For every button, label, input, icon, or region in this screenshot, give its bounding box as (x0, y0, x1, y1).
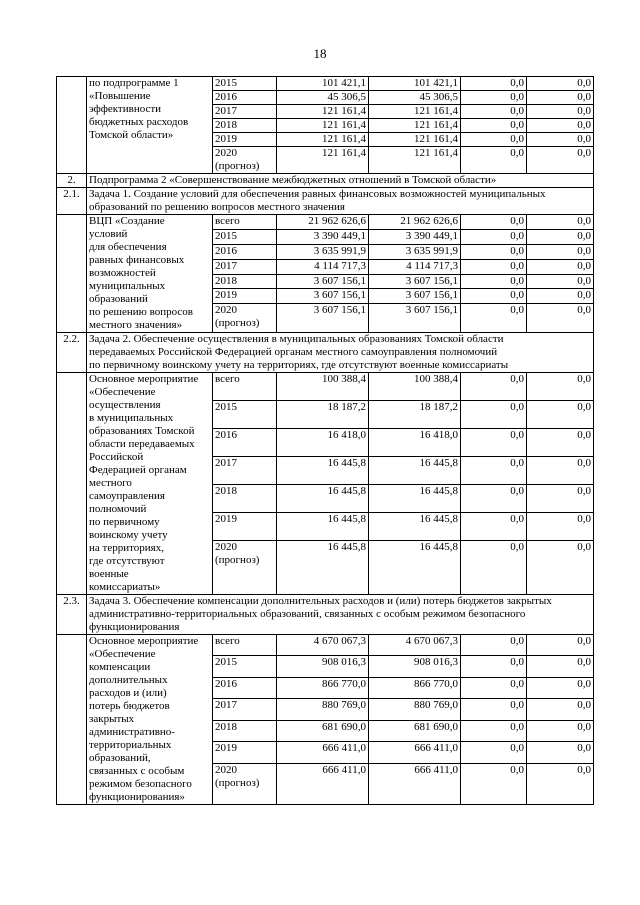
regional-budget-value: 880 769,0 (369, 699, 461, 720)
federal-budget-value: 0,0 (461, 699, 527, 720)
other-sources-value: 0,0 (527, 133, 594, 147)
measure-name-line: компенсации (89, 661, 151, 673)
total-value: 16 445,8 (277, 541, 369, 595)
other-sources-value: 0,0 (527, 373, 594, 401)
federal-budget-value: 0,0 (461, 513, 527, 541)
table-row (57, 77, 594, 91)
measure-name-line: по подпрограмме 1 (89, 77, 179, 89)
section-number: 2.1. (57, 188, 87, 215)
measure-name-line: дополнительных (89, 674, 168, 686)
federal-budget-value: 0,0 (461, 304, 527, 333)
year-cell (213, 457, 277, 485)
section-heading-row (57, 174, 594, 188)
table-row (57, 373, 594, 401)
total-value: 666 411,0 (277, 763, 369, 804)
year-cell (213, 105, 277, 119)
year-cell (213, 656, 277, 677)
number-cell (57, 635, 87, 805)
other-sources-value: 0,0 (527, 513, 594, 541)
regional-budget-value: 101 421,1 (369, 77, 461, 91)
total-value: 681 690,0 (277, 720, 369, 741)
year-cell (213, 119, 277, 133)
federal-budget-value: 0,0 (461, 215, 527, 230)
year-label: 2018 (215, 274, 237, 287)
regional-budget-value: 16 445,8 (369, 541, 461, 595)
year-label: 2017 (215, 457, 237, 469)
year-cell (213, 215, 277, 230)
year-cell (213, 289, 277, 304)
measure-name-line: области передаваемых (89, 438, 195, 450)
year-note: (прогноз) (215, 776, 260, 789)
measure-name-line: по решению вопросов (89, 306, 193, 318)
year-cell (213, 513, 277, 541)
measure-name-line: режимом безопасного (89, 778, 192, 790)
federal-budget-value: 0,0 (461, 635, 527, 656)
section-number: 2.3. (57, 595, 87, 635)
year-label: 2020 (215, 763, 237, 776)
year-label: всего (215, 215, 240, 227)
measure-name-line: потерь бюджетов (89, 700, 170, 712)
year-label: всего (215, 635, 240, 647)
total-value: 3 635 991,9 (277, 244, 369, 259)
section-heading-row (57, 188, 594, 215)
other-sources-value: 0,0 (527, 763, 594, 804)
other-sources-value: 0,0 (527, 304, 594, 333)
measure-name (87, 77, 213, 174)
year-note: (прогноз) (215, 554, 260, 566)
other-sources-value: 0,0 (527, 105, 594, 119)
federal-budget-value: 0,0 (461, 244, 527, 259)
other-sources-value: 0,0 (527, 720, 594, 741)
other-sources-value: 0,0 (527, 91, 594, 105)
other-sources-value: 0,0 (527, 401, 594, 429)
table-row (57, 215, 594, 230)
measure-name-line: где отсутствуют (89, 555, 165, 567)
other-sources-value: 0,0 (527, 429, 594, 457)
budget-table (56, 76, 594, 805)
measure-name-line: по первичному (89, 516, 160, 528)
other-sources-value: 0,0 (527, 656, 594, 677)
federal-budget-value: 0,0 (461, 289, 527, 304)
year-cell (213, 763, 277, 804)
measure-name-line: осуществления (89, 399, 161, 411)
year-cell (213, 77, 277, 91)
regional-budget-value: 4 114 717,3 (369, 259, 461, 274)
regional-budget-value: 3 607 156,1 (369, 304, 461, 333)
year-label: всего (215, 373, 240, 385)
measure-name-line: Российской (89, 451, 144, 463)
federal-budget-value: 0,0 (461, 77, 527, 91)
year-cell (213, 229, 277, 244)
measure-name-line: Основное мероприятие (89, 373, 199, 385)
section-title-line: Задача 3. Обеспечение компенсации дополнительных расходов и (или) потерь бюджетов закрытых (89, 595, 552, 607)
budget-table-body (57, 77, 594, 805)
other-sources-value: 0,0 (527, 677, 594, 698)
federal-budget-value: 0,0 (461, 259, 527, 274)
total-value: 16 445,8 (277, 457, 369, 485)
measure-name-line: военные (89, 568, 129, 580)
federal-budget-value: 0,0 (461, 457, 527, 485)
total-value: 908 016,3 (277, 656, 369, 677)
year-cell (213, 259, 277, 274)
federal-budget-value: 0,0 (461, 91, 527, 105)
regional-budget-value: 666 411,0 (369, 763, 461, 804)
measure-name (87, 373, 213, 595)
measure-name-line: местного (89, 477, 132, 489)
federal-budget-value: 0,0 (461, 720, 527, 741)
federal-budget-value: 0,0 (461, 656, 527, 677)
total-value: 3 607 156,1 (277, 274, 369, 289)
measure-name (87, 215, 213, 333)
year-note: (прогноз) (215, 160, 260, 172)
total-value: 3 390 449,1 (277, 229, 369, 244)
section-heading-row (57, 595, 594, 635)
other-sources-value: 0,0 (527, 699, 594, 720)
other-sources-value: 0,0 (527, 77, 594, 91)
regional-budget-value: 16 445,8 (369, 457, 461, 485)
total-value: 4 670 067,3 (277, 635, 369, 656)
year-cell (213, 720, 277, 741)
year-label: 2019 (215, 513, 237, 525)
section-title-line: административно-территориальных образований, связанных с особым режимом безопасного (89, 608, 526, 620)
federal-budget-value: 0,0 (461, 105, 527, 119)
section-title-line: по первичному воинскому учету на территориях, где отсутствуют военные комиссариаты (89, 359, 509, 371)
regional-budget-value: 866 770,0 (369, 677, 461, 698)
measure-name-line: комиссариаты» (89, 581, 161, 593)
year-label: 2015 (215, 229, 237, 242)
total-value: 21 962 626,6 (277, 215, 369, 230)
regional-budget-value: 3 607 156,1 (369, 274, 461, 289)
measure-name-line: полномочий (89, 503, 147, 515)
year-label: 2019 (215, 289, 237, 302)
year-cell (213, 401, 277, 429)
regional-budget-value: 121 161,4 (369, 119, 461, 133)
year-cell (213, 244, 277, 259)
regional-budget-value: 681 690,0 (369, 720, 461, 741)
federal-budget-value: 0,0 (461, 133, 527, 147)
regional-budget-value: 16 445,8 (369, 485, 461, 513)
year-cell (213, 635, 277, 656)
year-cell (213, 742, 277, 763)
measure-name-line: закрытых (89, 713, 135, 725)
year-label: 2018 (215, 485, 237, 497)
measure-name-line: административно- (89, 726, 175, 738)
year-label: 2017 (215, 699, 237, 712)
measure-name (87, 635, 213, 805)
total-value: 3 607 156,1 (277, 304, 369, 333)
federal-budget-value: 0,0 (461, 742, 527, 763)
section-title-line: образований по решению вопросов местного значения (89, 201, 345, 213)
measure-name-line: самоуправления (89, 490, 165, 502)
year-label: 2017 (215, 105, 237, 117)
federal-budget-value: 0,0 (461, 429, 527, 457)
total-value: 121 161,4 (277, 147, 369, 174)
year-cell (213, 429, 277, 457)
year-label: 2016 (215, 677, 237, 690)
regional-budget-value: 16 418,0 (369, 429, 461, 457)
measure-name-line: связанных с особым (89, 765, 185, 777)
total-value: 4 114 717,3 (277, 259, 369, 274)
section-title (87, 333, 594, 373)
federal-budget-value: 0,0 (461, 763, 527, 804)
year-cell (213, 677, 277, 698)
regional-budget-value: 121 161,4 (369, 105, 461, 119)
measure-name-line: для обеспечения (89, 241, 167, 253)
year-label: 2019 (215, 133, 237, 145)
federal-budget-value: 0,0 (461, 373, 527, 401)
measure-name-line: Основное мероприятие (89, 635, 199, 647)
regional-budget-value: 45 306,5 (369, 91, 461, 105)
other-sources-value: 0,0 (527, 485, 594, 513)
measure-name-line: равных финансовых (89, 254, 185, 266)
regional-budget-value: 121 161,4 (369, 147, 461, 174)
total-value: 3 607 156,1 (277, 289, 369, 304)
measure-name-line: эффективности (89, 103, 162, 115)
other-sources-value: 0,0 (527, 259, 594, 274)
page-number: 18 (313, 46, 327, 61)
measure-name-line: «Обеспечение (89, 386, 156, 398)
year-label: 2015 (215, 77, 237, 89)
year-cell (213, 147, 277, 174)
section-heading-row (57, 333, 594, 373)
year-cell (213, 373, 277, 401)
year-cell (213, 133, 277, 147)
measure-name-line: «Обеспечение (89, 648, 156, 660)
measure-name-line: возможностей (89, 267, 156, 279)
year-cell (213, 699, 277, 720)
other-sources-value: 0,0 (527, 215, 594, 230)
number-cell (57, 77, 87, 174)
other-sources-value: 0,0 (527, 289, 594, 304)
federal-budget-value: 0,0 (461, 229, 527, 244)
year-cell (213, 541, 277, 595)
other-sources-value: 0,0 (527, 147, 594, 174)
regional-budget-value: 100 388,4 (369, 373, 461, 401)
regional-budget-value: 3 607 156,1 (369, 289, 461, 304)
year-label: 2018 (215, 119, 237, 131)
measure-name-line: Томской области» (89, 129, 174, 141)
year-cell (213, 485, 277, 513)
federal-budget-value: 0,0 (461, 485, 527, 513)
year-label: 2020 (215, 541, 237, 553)
other-sources-value: 0,0 (527, 119, 594, 133)
total-value: 18 187,2 (277, 401, 369, 429)
section-title (87, 595, 594, 635)
year-label: 2015 (215, 401, 237, 413)
section-title-line: Задача 2. Обеспечение осуществления в муниципальных образованиях Томской области (89, 333, 504, 345)
total-value: 16 445,8 (277, 513, 369, 541)
other-sources-value: 0,0 (527, 635, 594, 656)
measure-name-line: местного значения» (89, 319, 183, 331)
measure-name-line: территориальных (89, 739, 172, 751)
year-label: 2020 (215, 147, 237, 159)
total-value: 121 161,4 (277, 119, 369, 133)
section-title (87, 174, 594, 188)
year-label: 2016 (215, 429, 237, 441)
federal-budget-value: 0,0 (461, 147, 527, 174)
measure-name-line: бюджетных расходов (89, 116, 189, 128)
regional-budget-value: 16 445,8 (369, 513, 461, 541)
regional-budget-value: 3 390 449,1 (369, 229, 461, 244)
year-label: 2019 (215, 742, 237, 755)
section-title-line: функционирования (89, 621, 180, 633)
total-value: 121 161,4 (277, 133, 369, 147)
number-cell (57, 373, 87, 595)
other-sources-value: 0,0 (527, 229, 594, 244)
year-cell (213, 274, 277, 289)
measure-name-line: функционирования» (89, 791, 185, 803)
federal-budget-value: 0,0 (461, 274, 527, 289)
total-value: 866 770,0 (277, 677, 369, 698)
number-cell (57, 215, 87, 333)
measure-name-line: воинскому учету (89, 529, 168, 541)
federal-budget-value: 0,0 (461, 541, 527, 595)
measure-name-line: «Повышение (89, 90, 151, 102)
year-label: 2016 (215, 244, 237, 257)
regional-budget-value: 908 016,3 (369, 656, 461, 677)
year-label: 2015 (215, 656, 237, 669)
total-value: 880 769,0 (277, 699, 369, 720)
regional-budget-value: 4 670 067,3 (369, 635, 461, 656)
regional-budget-value: 666 411,0 (369, 742, 461, 763)
year-label: 2017 (215, 259, 237, 272)
total-value: 100 388,4 (277, 373, 369, 401)
section-number: 2. (57, 174, 87, 188)
measure-name-line: образований, (89, 752, 151, 764)
section-title-line: передаваемых Российской Федерацией органам местного самоуправления полномочий (89, 346, 498, 358)
total-value: 16 418,0 (277, 429, 369, 457)
measure-name-line: муниципальных (89, 280, 166, 292)
total-value: 45 306,5 (277, 91, 369, 105)
federal-budget-value: 0,0 (461, 119, 527, 133)
other-sources-value: 0,0 (527, 457, 594, 485)
other-sources-value: 0,0 (527, 541, 594, 595)
regional-budget-value: 121 161,4 (369, 133, 461, 147)
section-number: 2.2. (57, 333, 87, 373)
total-value: 121 161,4 (277, 105, 369, 119)
measure-name-line: ВЦП «Создание (89, 215, 165, 227)
section-title (87, 188, 594, 215)
measure-name-line: расходов и (или) (89, 687, 167, 699)
regional-budget-value: 3 635 991,9 (369, 244, 461, 259)
table-row (57, 635, 594, 656)
section-title-line: Подпрограмма 2 «Совершенствование межбюджетных отношений в Томской области» (89, 174, 497, 186)
federal-budget-value: 0,0 (461, 401, 527, 429)
year-cell (213, 304, 277, 333)
total-value: 101 421,1 (277, 77, 369, 91)
year-label: 2016 (215, 91, 237, 103)
other-sources-value: 0,0 (527, 742, 594, 763)
federal-budget-value: 0,0 (461, 677, 527, 698)
total-value: 666 411,0 (277, 742, 369, 763)
year-note: (прогноз) (215, 317, 260, 330)
measure-name-line: условий (89, 228, 128, 240)
regional-budget-value: 21 962 626,6 (369, 215, 461, 230)
measure-name-line: образований (89, 293, 148, 305)
measure-name-line: на территориях, (89, 542, 164, 554)
measure-name-line: образованиях Томской (89, 425, 195, 437)
measure-name-line: Федерацией органам (89, 464, 187, 476)
year-label: 2018 (215, 720, 237, 733)
measure-name-line: в муниципальных (89, 412, 174, 424)
total-value: 16 445,8 (277, 485, 369, 513)
regional-budget-value: 18 187,2 (369, 401, 461, 429)
other-sources-value: 0,0 (527, 274, 594, 289)
section-title-line: Задача 1. Создание условий для обеспечения равных финансовых возможностей муниципальных (89, 188, 546, 200)
other-sources-value: 0,0 (527, 244, 594, 259)
year-cell (213, 91, 277, 105)
year-label: 2020 (215, 304, 237, 317)
